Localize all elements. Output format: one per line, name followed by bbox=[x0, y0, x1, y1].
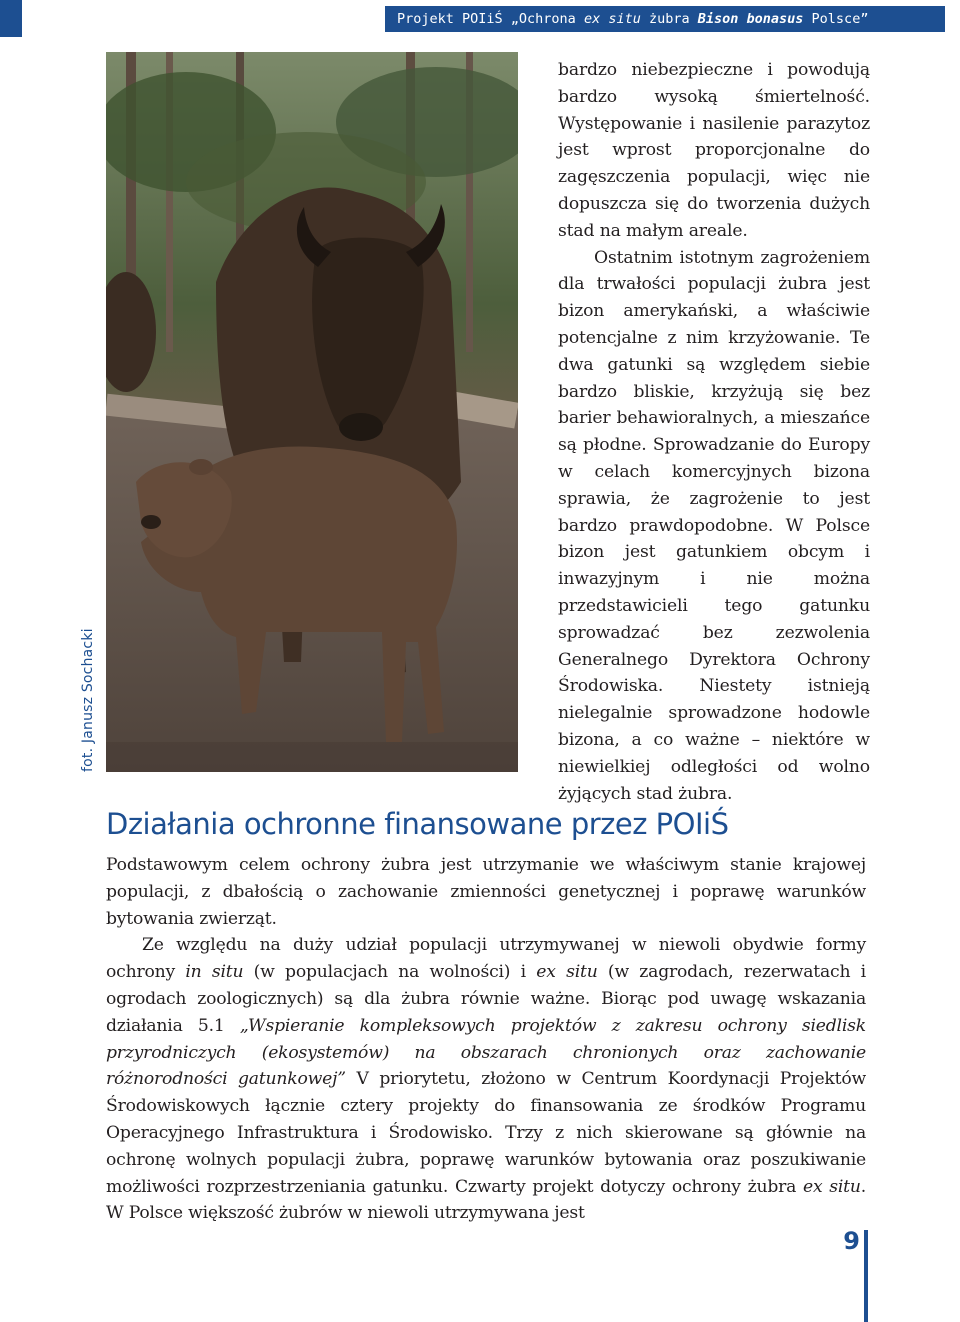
header-prefix: Projekt POIiŚ „Ochrona bbox=[397, 11, 584, 27]
body-p2-quote: „Wspieranie kompleksowych projektów z zakresu ochrony siedlisk przyrodniczych (ekosystemów) na obszarach chronionych oraz zachowanie różnorodności gatunkowej” bbox=[106, 1015, 866, 1090]
body-p2-a: Ze względu na duży udział populacji utrzymywanej w niewoli obydwie formy ochrony bbox=[106, 935, 866, 983]
body-p2-c: (w zagrodach, rezerwatach i ogrodach zoologicznych) są dla żubra równie ważne. Biorąc pod uwagę wskazania działania 5.1 bbox=[106, 962, 866, 1036]
body-p2-in-situ: in situ bbox=[185, 962, 244, 983]
body-p2-b: (w populacjach na wolności) i bbox=[243, 962, 537, 983]
body-p2-ex-situ-2: ex situ bbox=[802, 1176, 861, 1197]
header-middle: żubra bbox=[640, 11, 698, 27]
body-paragraph-1: Podstawowym celem ochrony żubra jest utrzymanie we właściwym stanie krajowej populacji, z dbałością o zachowanie zmienności genetycznej i poprawę warunków bytowania zwierząt. bbox=[106, 855, 866, 929]
header-ex-situ: ex situ bbox=[583, 11, 641, 27]
body-p2-e: . W Polsce większość żubrów w niewoli utrzymywana jest bbox=[106, 1176, 866, 1224]
body-text bbox=[106, 852, 866, 1227]
header-accent-block bbox=[0, 0, 22, 37]
page-number: 9 bbox=[843, 1227, 860, 1255]
header-suffix: Polsce” bbox=[803, 11, 869, 27]
right-column-paragraph-2: Ostatnim istotnym zagrożeniem dla trwałości populacji żubra jest bizon amerykański, a właściwie potencjalne z nim krzyżowanie. Te dwa gatunki są względem siebie bardzo bliskie, krzyżują się bez barier behawioralnych, a mieszańce są płodne. Sprowadzanie do Europy w celach komercyjnych bizona sprawia, że zagrożenie to jest bardzo prawdopodobne. W Polsce bizon jest gatunkiem obcym i inwazyjnym i nie można przedstawicieli tego gatunku sprowadzać bez zezwolenia Generalnego Dyrektora Ochrony Środowiska. Niestety istnieją nielegalnie sprowadzone hodowle bizona, a co ważne – niektóre w niewielkiej odległości od wolno żyjących stad żubra. bbox=[558, 247, 870, 804]
bison-illustration bbox=[106, 52, 518, 772]
body-p2-d: V priorytetu, złożono w Centrum Koordynacji Projektów Środowiskowych łącznie cztery projekty do finansowania ze środków Programu Operacyjnego Infrastruktura i Środowisko. Trzy z nich skierowane są głównie na ochronę wolnych populacji żubra, poprawę warunków bytowania oraz poszukiwanie możliwości rozprzestrzeniania gatunku. Czwarty projekt dotyczy ochrony żubra bbox=[106, 1069, 866, 1197]
body-paragraph-2 bbox=[106, 932, 866, 1227]
section-title: Działania ochronne finansowane przez POIiŚ bbox=[106, 807, 729, 841]
right-column bbox=[558, 57, 870, 807]
bison-photo bbox=[106, 52, 518, 772]
header-species: Bison bonasus bbox=[697, 11, 804, 27]
running-header bbox=[0, 0, 960, 37]
page-number-rule bbox=[864, 1230, 868, 1322]
body-p2-ex-situ: ex situ bbox=[536, 962, 598, 983]
header-title bbox=[385, 6, 945, 32]
photo-credit: fot. Janusz Sochacki bbox=[80, 628, 96, 772]
right-column-paragraph-1: bardzo niebezpieczne i powodują bardzo wysoką śmiertelność. Występowanie i nasilenie parazytoz jest wprost proporcjonalne do zagęszczenia populacji, więc nie dopuszcza się do tworzenia dużych stad na małym areale. bbox=[558, 60, 870, 241]
